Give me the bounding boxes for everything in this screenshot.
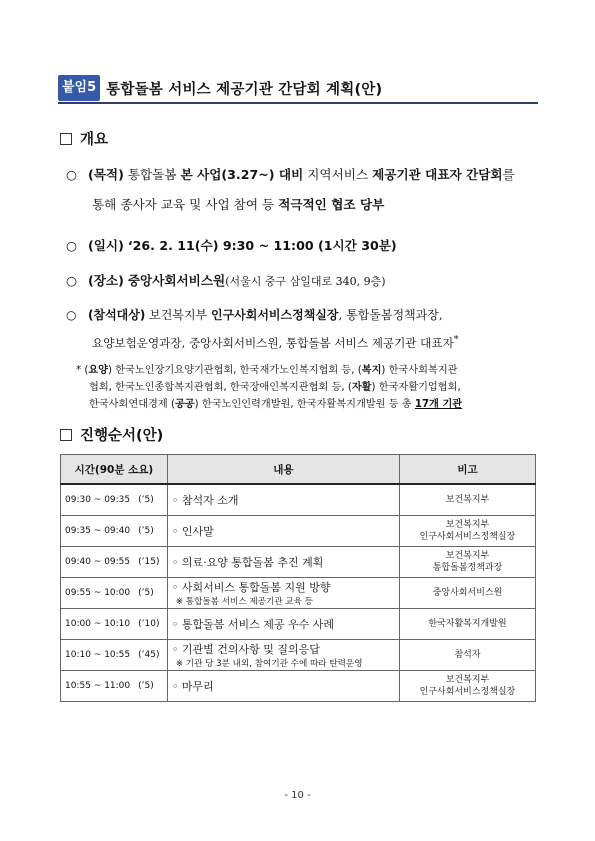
note-bold: 요양 [88,365,108,376]
note-primary: 중앙사회서비스원 [432,588,503,598]
table-row [61,547,536,578]
doc-header [58,74,538,104]
note-secondary: 인구사회서비스정책실장 [419,687,516,697]
circle-bullet-icon: ○ [66,273,77,288]
attendees-label: (참석대상) [88,308,146,322]
purpose-text: 지역서비스 [303,167,373,182]
row-content [167,516,399,547]
purpose-text: 통합돌봄 [127,167,181,182]
row-note [400,547,536,578]
note-secondary: 인구사회서비스정책실장 [419,532,516,542]
attendees-bold: 인구사회서비스정책실장 [210,308,339,322]
attendees-text: 보건복지부 [149,308,211,322]
purpose-bold: 적극적인 협조 당부 [278,197,385,212]
note-text: 협회, 한국노인종합복지관협회, 한국장애인복지관협회 등, ( [89,382,352,393]
note-primary: 보건복지부 [445,675,490,685]
row-content [167,609,399,640]
table-row [61,671,536,702]
purpose-label: (목적) [88,167,124,182]
header-note: 비고 [400,455,536,485]
note-bold: 복지 [361,365,382,376]
duration: (’5) [138,588,154,598]
duration: (’10) [138,619,160,629]
note-line-3 [89,395,462,410]
attendees-line-2 [92,334,459,351]
duration: (’45) [138,650,160,660]
header-content: 내용 [167,455,399,485]
row-time [61,547,168,578]
table-header-row [61,455,536,485]
note-line-1 [76,361,458,376]
attendees-text: 요양보험운영과장, 중앙사회서비스원, 통합돌봄 서비스 제공기관 대표자 [92,335,454,350]
checkbox-square-icon [60,133,72,145]
row-content [167,547,399,578]
row-time [61,640,168,671]
place-label: (장소) [88,273,124,288]
row-time [61,671,168,702]
row-note [400,578,536,609]
time-range: 10:00 ~ 10:10 [65,619,131,629]
content-subnote: ※ 기관 당 3분 내외, 참여기관 수에 따라 탄력운영 [175,659,363,669]
schedule-table [60,454,536,702]
note-primary: 참석자 [454,650,481,660]
content-subnote: ※ 통합돌봄 서비스 제공기관 교육 등 [175,597,313,607]
row-note [400,640,536,671]
note-text: * ( [76,365,89,376]
duration: (’5) [138,495,154,505]
place-value: 중앙사회서비스원 [127,273,226,288]
content-item: ◦ 통합돌봄 서비스 제공 우수 사례 [171,618,334,631]
page-number: - 10 - [284,790,311,801]
note-primary: 보건복지부 [445,551,490,561]
note-secondary: 통합돌봄정책과장 [432,563,503,573]
section-overview-label: 개요 [80,132,109,148]
circle-bullet-icon: ○ [66,167,77,182]
attendees-line-1 [66,306,443,323]
attendees-text: , 통합돌봄정책과장, [338,308,443,322]
note-text: ) 한국자활기업협회, [371,382,461,393]
duration: (’5) [138,681,154,691]
content-item: ◦ 참석자 소개 [171,494,239,507]
circle-bullet-icon: ○ [66,308,77,322]
duration: (’15) [138,557,160,567]
table-row [61,516,536,547]
datetime-line [66,235,397,254]
purpose-text: 통해 종사자 교육 및 사업 참여 등 [92,197,279,212]
circle-bullet-icon: ○ [66,238,77,253]
content-item: ◦ 기관별 건의사항 및 질의응답 [171,643,320,656]
note-text: ) 한국노인장기요양기관협회, 한국재가노인복지협회 등, ( [108,365,362,376]
note-text: ) 한국노인인력개발원, 한국자활복지개발원 등 총 [194,399,415,410]
table-row [61,578,536,609]
row-time [61,609,168,640]
row-time [61,516,168,547]
row-time [61,484,168,516]
note-total: 17개 기관 [414,399,463,410]
time-range: 10:10 ~ 10:55 [65,650,131,660]
footnote-marker: * [453,334,459,345]
place-detail: (서울시 중구 삼일대로 340, 9층) [225,275,386,288]
row-content [167,671,399,702]
row-note [400,516,536,547]
time-range: 09:30 ~ 09:35 [65,495,131,505]
datetime-label: (일시) [88,238,124,253]
note-line-2 [89,378,461,393]
purpose-text: 를 [502,167,515,182]
section-overview-heading [60,128,108,149]
section-schedule-heading [60,424,163,445]
note-primary: 한국자활복지개발원 [428,619,507,629]
purpose-bold: 본 사업(3.27~) 대비 [180,167,304,182]
time-range: 09:35 ~ 09:40 [65,526,131,536]
row-note [400,484,536,516]
place-line [66,270,386,289]
doc-title: 통합돌봄 서비스 제공기관 간담회 계획(안) [106,81,383,98]
row-content [167,640,399,671]
content-item: ◦ 인사말 [171,525,214,538]
datetime-value: ‘26. 2. 11(수) 9:30 ~ 11:00 (1시간 30분) [127,238,397,253]
content-item: ◦ 사회서비스 통합돌봄 지원 방향 [171,581,331,594]
row-note [400,671,536,702]
time-range: 09:40 ~ 09:55 [65,557,131,567]
row-content [167,578,399,609]
note-primary: 보건복지부 [445,520,490,530]
header-time: 시간(90분 소요) [61,455,168,485]
time-range: 09:55 ~ 10:00 [65,588,131,598]
content-item: ◦ 마무리 [171,680,214,693]
purpose-line-2 [92,194,384,213]
row-time [61,578,168,609]
purpose-bold: 제공기관 대표자 간담회 [372,167,503,182]
table-row [61,609,536,640]
note-primary: 보건복지부 [445,495,490,505]
content-item: ◦ 의료·요양 통합돌봄 추진 계획 [171,556,324,569]
note-text: 한국사회연대경제 ( [89,399,175,410]
table-row [61,484,536,516]
duration: (’5) [138,526,154,536]
attachment-badge: 붙임5 [58,75,100,101]
time-range: 10:55 ~ 11:00 [65,681,131,691]
purpose-line-1 [66,164,515,183]
row-note [400,609,536,640]
note-text: ) 한국사회복지관 [381,365,458,376]
note-bold: 공공 [174,399,195,410]
note-bold: 자활 [351,382,372,393]
table-row [61,640,536,671]
checkbox-square-icon [60,429,72,441]
section-schedule-label: 진행순서(안) [80,428,164,444]
row-content [167,484,399,516]
